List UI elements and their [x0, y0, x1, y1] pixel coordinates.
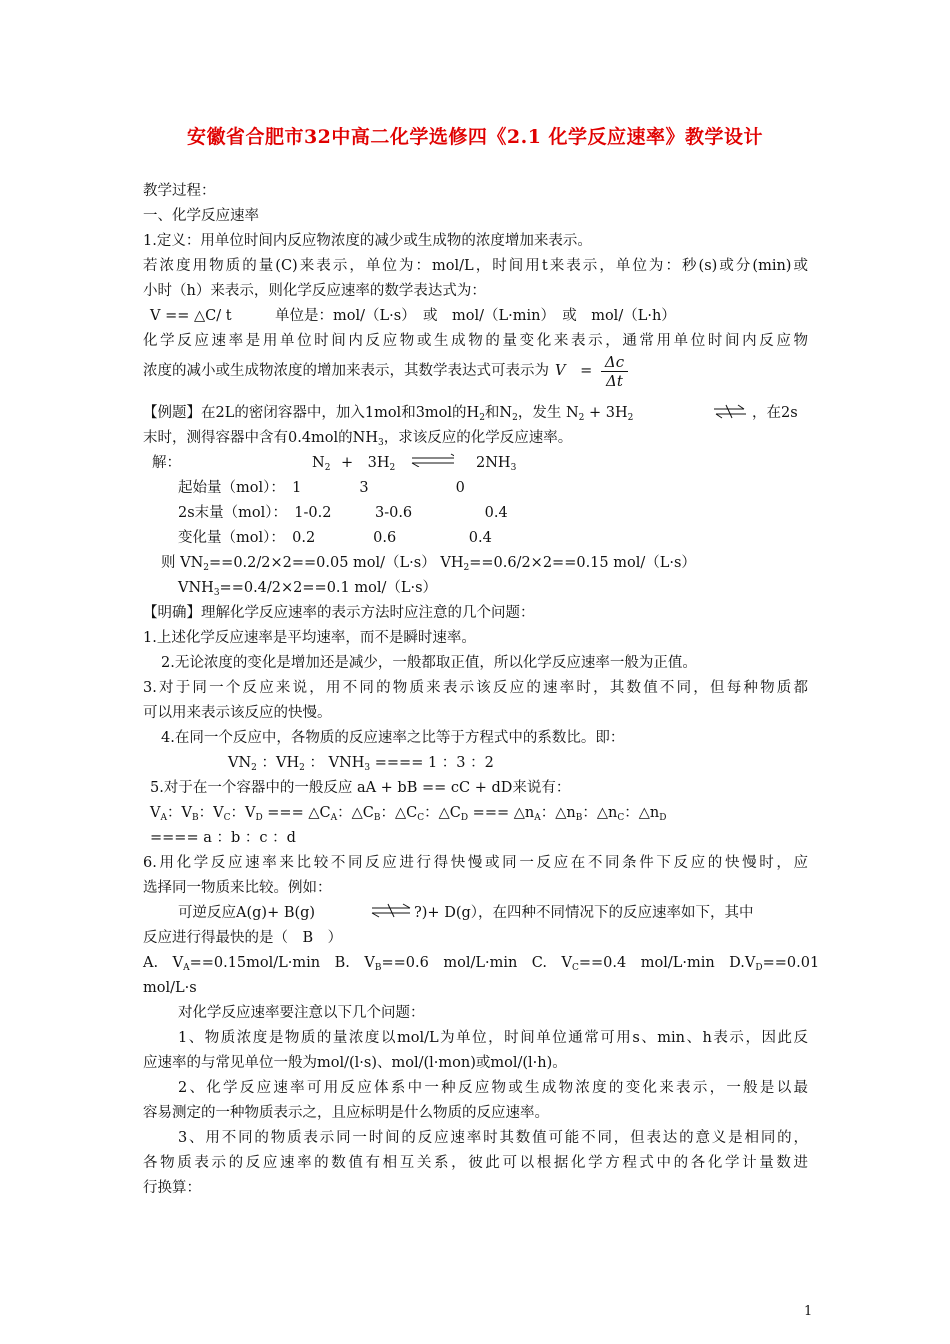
text-line: 2.无论浓度的变化是增加还是减少，一般都取正值，所以化学反应速率一般为正值。: [161, 655, 697, 671]
text-line: 3.对于同一个反应来说，用不同的物质来表示该反应的速率时，其数值不同，但每种物质都: [143, 680, 808, 696]
solution-label: 解：: [152, 455, 181, 471]
text-line: 1、物质浓度是物质的量浓度以mol/L为单位，时间单位通常可用s、min、h表示，因此反: [178, 1030, 808, 1046]
text-fragment: VNH: [178, 580, 214, 596]
text-fragment: ： VNH: [304, 755, 365, 771]
text-line: 1.定义：用单位时间内反应物浓度的减少或生成物的浓度增加来表示。: [143, 233, 592, 249]
text-line: 应速率的与常见单位一般为mol/(l·s)、mol/(l·mon)或mol/(l·h)。: [143, 1055, 567, 1071]
text-line: 容易测定的一种物质表示之，且应标明是什么物质的反应速率。: [143, 1105, 549, 1121]
text-fragment: 浓度的减小或生成物浓度的增加来表示，其数学表达式可表示为: [143, 363, 549, 379]
equation-reactant: [312, 454, 330, 472]
page-number: 1: [804, 1304, 813, 1319]
text-fragment: 【例题】在2L的密闭容器中，加入1mol和3mol的H: [143, 405, 480, 421]
text-line: 各物质表示的反应速率的数值有相互关系，彼此可以根据化学方程式中的各化学计量数进: [143, 1155, 808, 1171]
section-heading: 一、化学反应速率: [143, 208, 259, 224]
table-row: 2s末量（mol）： 1-0.2 3-0.6 0.4: [178, 505, 508, 521]
subscript: 3: [510, 463, 517, 473]
subscript: 2: [463, 563, 470, 573]
subscript: 2: [203, 563, 210, 573]
formula-variable: V: [555, 363, 566, 379]
text-line: 4.在同一个反应中，各物质的反应速率之比等于方程式中的系数比。即：: [161, 730, 625, 746]
text-fragment: 末时，测得容器中含有0.4mol的NH: [143, 430, 379, 446]
text-line: 行换算：: [143, 1180, 201, 1196]
text-line: 选择同一物质来比较。例如：: [143, 880, 332, 896]
text-fragment: N: [312, 455, 325, 471]
equation-product: [476, 454, 516, 472]
text-line: mol/L·s: [143, 980, 197, 996]
text-fragment: ==0.2/2×2==0.05 mol/（L·s） VH: [209, 555, 464, 571]
example-line: [143, 404, 633, 422]
subscript: 3: [378, 438, 384, 448]
equilibrium-arrow-icon: [410, 453, 454, 467]
subscript: 2: [627, 413, 634, 423]
text-line-with-fraction: [143, 352, 628, 390]
text-fragment: ==== 1 ：3 ：2: [370, 755, 494, 771]
formula-line: [178, 579, 437, 597]
fraction-numerator: Δc: [601, 353, 628, 372]
rate-fraction: [601, 353, 628, 390]
text-fragment: + 3H: [584, 405, 628, 421]
formula-line: [161, 554, 696, 572]
text-fragment: 可逆反应A(g)+ B(g): [178, 905, 316, 921]
text-line: 2、化学反应速率可用反应体系中一种反应物或生成物浓度的变化来表示，一般是以最: [178, 1080, 808, 1096]
formula-equals: =: [580, 363, 593, 379]
table-row: 变化量（mol）： 0.2 0.6 0.4: [178, 530, 492, 546]
formula-line: V == △C/ t 单位是：mol/（L·s） 或 mol/（L·min） 或 mol/（L·h）: [150, 308, 676, 324]
text-line: 6.用化学反应速率来比较不同反应进行得快慢或同一反应在不同条件下反应的快慢时，应: [143, 855, 808, 871]
fraction-denominator: Δt: [606, 371, 623, 390]
subscript: 2: [324, 463, 331, 473]
text-line: 【明确】理解化学反应速率的表示方法时应注意的几个问题：: [143, 605, 535, 621]
text-line: 1.上述化学反应速率是平均速率，而不是瞬时速率。: [143, 630, 476, 646]
text-fragment: ==0.4/2×2==0.1 mol/（L·s）: [219, 580, 438, 596]
text-line: 化学反应速率是用单位时间内反应物或生成物的量变化来表示，通常用单位时间内反应物: [143, 333, 808, 349]
equation-reactant: [341, 454, 395, 472]
text-fragment: ，在2s: [752, 405, 798, 421]
text-line: 5.对于在一个容器中的一般反应 aA + bB == cC + dD来说有：: [150, 780, 571, 796]
text-fragment: ：VH: [256, 755, 300, 771]
subscript: 2: [389, 463, 396, 473]
table-row: 起始量（mol）： 1 3 0: [178, 480, 465, 496]
text-fragment: ?)+ D(g），在四种不同情况下的反应速率如下，其中: [414, 905, 754, 921]
answer-options: A. $V_A==0.15mol/L\cdot\min$ B. $V_B==0.6$ mol/L·min C. $V_C==0.4$ mol/L·min $D.V_D==0.01$: [143, 955, 820, 973]
subscript: 2: [299, 763, 305, 773]
reversible-arrow-icon: [370, 902, 414, 920]
text-fragment: ，求该反应的化学反应速率。: [383, 430, 573, 446]
text-line: 小时（h）来表示，则化学反应速率的数学表达式为：: [143, 283, 486, 299]
text-fragment: 则 VN: [161, 555, 204, 571]
text-line: 3、用不同的物质表示同一时间的反应速率时其数值可能不同，但表达的意义是相同的，: [178, 1130, 808, 1146]
ratio-line: [228, 754, 494, 772]
text-line: 反应进行得最快的是（ B ）: [143, 930, 343, 946]
subscript: 3: [364, 763, 371, 773]
text-fragment: VN: [228, 755, 252, 771]
subscript: 2: [578, 413, 585, 423]
subscript: 2: [251, 763, 257, 773]
text-fragment: ==0.6/2×2==0.15 mol/（L·s）: [469, 555, 696, 571]
reversible-arrow-icon: [712, 403, 748, 421]
text-fragment: ，发生 N: [517, 405, 579, 421]
document-title: 安徽省合肥市32中高二化学选修四《2.1 化学反应速率》教学设计: [186, 126, 764, 148]
ratio-line: $V_A$：$V_B$：$V_C$：$V_D$ === $\triangle C_A$：$\triangle C_B$：$\triangle C_C$：$\triangle C_D$ === $\triangle n_A$：$\triangle n_B$：$\triangle n_C$：$\triangle n_D$: [150, 805, 667, 823]
text-line: 可以用来表示该反应的快慢。: [143, 705, 332, 721]
text-fragment: + 3H: [341, 455, 390, 471]
text-line: 若浓度用物质的量(C)来表示，单位为：mol/L，时间用t来表示，单位为：秒(s)或分(min)或: [143, 258, 808, 274]
subscript: 3: [213, 588, 220, 598]
text-line: 对化学反应速率要注意以下几个问题：: [178, 1005, 425, 1021]
text-fragment: 和N: [484, 405, 513, 421]
text-line: 教学过程：: [143, 183, 216, 199]
subscript: 2: [479, 413, 485, 423]
text-line: [143, 429, 572, 447]
subscript: 2: [512, 413, 518, 423]
ratio-line: ==== a ：b ：c ：d: [150, 830, 296, 846]
text-fragment: 2NH: [476, 455, 511, 471]
